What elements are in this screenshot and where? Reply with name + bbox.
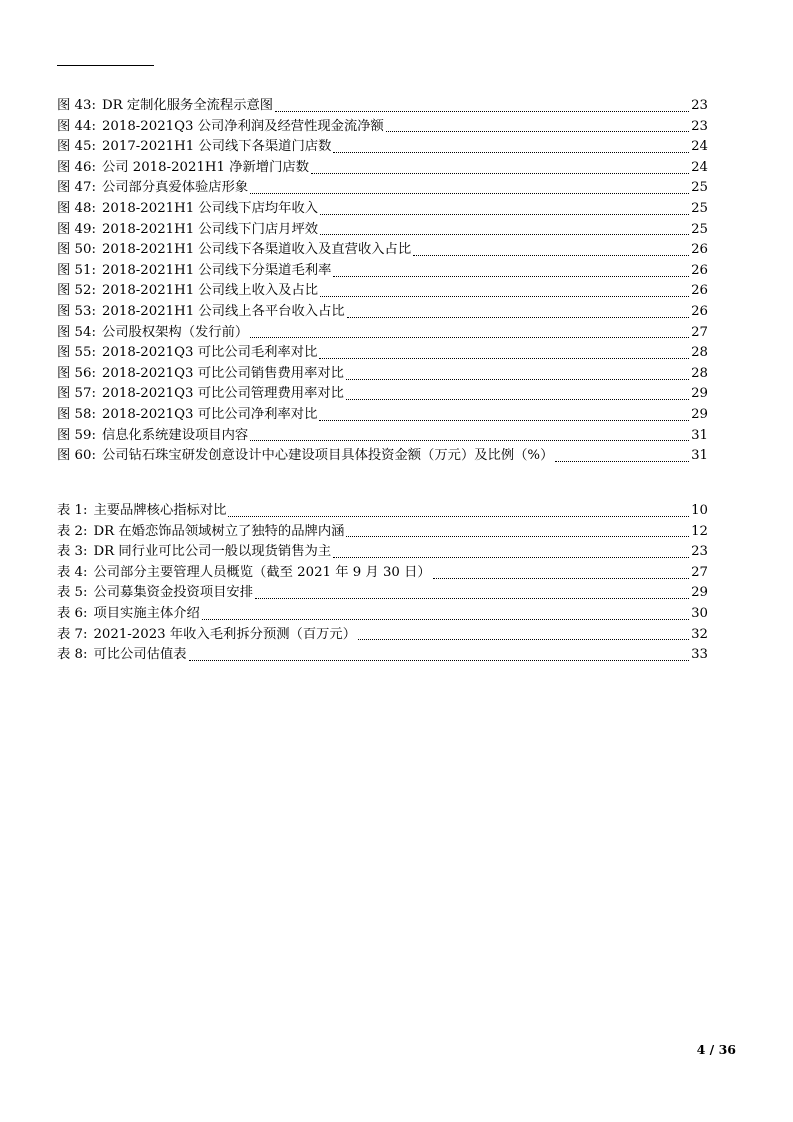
entry-label: 图 50:	[57, 242, 96, 258]
entry-label: 图 47:	[57, 180, 96, 196]
entry-page-number: 29	[691, 585, 708, 601]
figure-list-item[interactable]	[57, 199, 708, 220]
dot-leader	[346, 536, 689, 537]
entry-title: 2018-2021Q3 公司净利润及经营性现金流净额	[101, 118, 384, 134]
entry-title: 2018-2021Q3 可比公司销售费用率对比	[101, 365, 344, 381]
entry-page-number: 26	[691, 303, 708, 319]
dot-leader	[346, 399, 689, 400]
entry-label: 图 52:	[57, 283, 96, 299]
dot-leader	[433, 578, 689, 579]
entry-title: 公司 2018-2021H1 净新增门店数	[101, 159, 309, 175]
entry-title: 2018-2021Q3 可比公司毛利率对比	[101, 345, 318, 361]
entry-page-number: 31	[691, 448, 708, 464]
entry-label: 表 5:	[57, 585, 88, 601]
entry-page-number: 10	[691, 503, 708, 518]
figure-list-item[interactable]	[57, 405, 708, 426]
dot-leader	[202, 619, 689, 620]
entry-title: 公司股权架构（发行前）	[101, 324, 249, 340]
entry-title: 公司募集资金投资项目安排	[93, 585, 254, 601]
entry-page-number: 27	[691, 324, 708, 340]
entry-title: 主要品牌核心指标对比	[93, 503, 227, 518]
entry-page-number: 25	[691, 180, 708, 196]
dot-leader	[333, 557, 689, 558]
entry-label: 图 43:	[57, 98, 96, 113]
entry-label: 图 49:	[57, 221, 96, 237]
entry-label: 表 6:	[57, 605, 88, 621]
entry-label: 表 7:	[57, 626, 88, 642]
entry-label: 表 3:	[57, 544, 88, 560]
figure-list-item[interactable]	[57, 302, 708, 323]
entry-title: 可比公司估值表	[93, 647, 187, 663]
entry-page-number: 28	[691, 365, 708, 381]
dot-leader	[250, 337, 689, 338]
entry-title: 2021-2023 年收入毛利拆分预测（百万元）	[93, 626, 357, 642]
entry-title: 公司部分主要管理人员概览（截至 2021 年 9 月 30 日）	[93, 564, 431, 580]
figure-list-item[interactable]	[57, 240, 708, 261]
entry-page-number: 33	[691, 647, 708, 663]
entry-title: 2018-2021H1 公司线下分渠道毛利率	[101, 262, 332, 278]
table-list-item[interactable]	[57, 501, 708, 522]
dot-leader	[189, 660, 690, 661]
table-list-item[interactable]	[57, 522, 708, 543]
dot-leader	[250, 440, 689, 441]
entry-page-number: 24	[691, 139, 708, 155]
entry-label: 图 59:	[57, 427, 96, 443]
figure-list-item[interactable]	[57, 364, 708, 385]
entry-title: 公司钻石珠宝研发创意设计中心建设项目具体投资金额（万元）及比例（%）	[101, 448, 554, 464]
entry-label: 表 8:	[57, 647, 88, 663]
entry-page-number: 23	[691, 118, 708, 134]
table-list-item[interactable]	[57, 563, 708, 584]
entry-label: 图 54:	[57, 324, 96, 340]
table-list-item[interactable]	[57, 604, 708, 625]
dot-leader	[320, 296, 689, 297]
dot-leader	[255, 598, 689, 599]
table-list-item[interactable]	[57, 625, 708, 646]
entry-label: 表 2:	[57, 523, 88, 539]
entry-label: 图 60:	[57, 448, 96, 464]
entry-title: 项目实施主体介绍	[93, 605, 200, 621]
dot-leader	[275, 111, 689, 112]
entry-page-number: 26	[691, 262, 708, 278]
entry-label: 表 4:	[57, 564, 88, 580]
entry-page-number: 30	[691, 605, 708, 621]
figure-list-item[interactable]	[57, 137, 708, 158]
entry-page-number: 26	[691, 283, 708, 299]
entry-page-number: 25	[691, 200, 708, 216]
figure-list-item[interactable]	[57, 281, 708, 302]
figure-list-item[interactable]	[57, 178, 708, 199]
entry-title: 信息化系统建设项目内容	[101, 427, 249, 443]
entry-page-number: 31	[691, 427, 708, 443]
entry-title: DR 定制化服务全流程示意图	[101, 98, 274, 113]
entry-title: DR 同行业可比公司一般以现货销售为主	[93, 544, 332, 560]
dot-leader	[346, 379, 689, 380]
figure-list-item[interactable]	[57, 343, 708, 364]
entry-page-number: 24	[691, 159, 708, 175]
entry-label: 图 53:	[57, 303, 96, 319]
entry-title: 公司部分真爱体验店形象	[101, 180, 249, 196]
header-rule	[57, 65, 154, 66]
dot-leader	[413, 255, 689, 256]
figure-list	[57, 96, 708, 467]
dot-leader	[250, 193, 689, 194]
entry-page-number: 23	[691, 98, 708, 113]
entry-label: 图 57:	[57, 386, 96, 402]
entry-title: 2017-2021H1 公司线下各渠道门店数	[101, 139, 332, 155]
dot-leader	[319, 420, 689, 421]
entry-page-number: 23	[691, 544, 708, 560]
table-list-item[interactable]	[57, 645, 708, 666]
figure-list-item[interactable]	[57, 426, 708, 447]
entry-title: 2018-2021H1 公司线下店均年收入	[101, 200, 319, 216]
entry-title: 2018-2021H1 公司线下各渠道收入及直营收入占比	[101, 242, 412, 258]
dot-leader	[320, 234, 689, 235]
entry-label: 图 51:	[57, 262, 96, 278]
table-list-item[interactable]	[57, 583, 708, 604]
entry-title: 2018-2021H1 公司线下门店月坪效	[101, 221, 319, 237]
entry-title: 2018-2021H1 公司线上收入及占比	[101, 283, 319, 299]
figure-list-item[interactable]	[57, 158, 708, 179]
entry-label: 图 45:	[57, 139, 96, 155]
figure-list-item[interactable]	[57, 220, 708, 241]
entry-page-number: 28	[691, 345, 708, 361]
entry-title: DR 在婚恋饰品领域树立了独特的品牌内涵	[93, 523, 345, 539]
dot-leader	[319, 358, 689, 359]
figure-list-item[interactable]	[57, 96, 708, 117]
entry-page-number: 25	[691, 221, 708, 237]
dot-leader	[311, 173, 689, 174]
dot-leader	[386, 131, 689, 132]
entry-page-number: 27	[691, 564, 708, 580]
entry-label: 图 58:	[57, 406, 96, 422]
figure-list-item[interactable]	[57, 446, 708, 467]
entry-label: 图 48:	[57, 200, 96, 216]
figure-list-item[interactable]	[57, 384, 708, 405]
entry-page-number: 29	[691, 386, 708, 402]
entry-label: 表 1:	[57, 503, 88, 518]
entry-label: 图 44:	[57, 118, 96, 134]
figure-list-item[interactable]	[57, 261, 708, 282]
dot-leader	[347, 317, 689, 318]
entry-title: 2018-2021Q3 可比公司净利率对比	[101, 406, 318, 422]
dot-leader	[320, 214, 689, 215]
entry-page-number: 26	[691, 242, 708, 258]
entry-page-number: 12	[691, 523, 708, 539]
dot-leader	[333, 276, 689, 277]
table-list-item[interactable]	[57, 542, 708, 563]
entry-label: 图 56:	[57, 365, 96, 381]
dot-leader	[228, 516, 689, 517]
dot-leader	[333, 152, 689, 153]
entry-title: 2018-2021Q3 可比公司管理费用率对比	[101, 386, 344, 402]
entry-label: 图 46:	[57, 159, 96, 175]
entry-page-number: 32	[691, 626, 708, 642]
entry-page-number: 29	[691, 406, 708, 422]
figure-list-item[interactable]	[57, 323, 708, 344]
page-number: 4 / 36	[696, 1042, 736, 1057]
dot-leader	[555, 461, 689, 462]
entry-title: 2018-2021H1 公司线上各平台收入占比	[101, 303, 345, 319]
entry-label: 图 55:	[57, 345, 96, 361]
dot-leader	[358, 639, 689, 640]
table-list	[57, 501, 708, 666]
figure-list-item[interactable]	[57, 117, 708, 138]
